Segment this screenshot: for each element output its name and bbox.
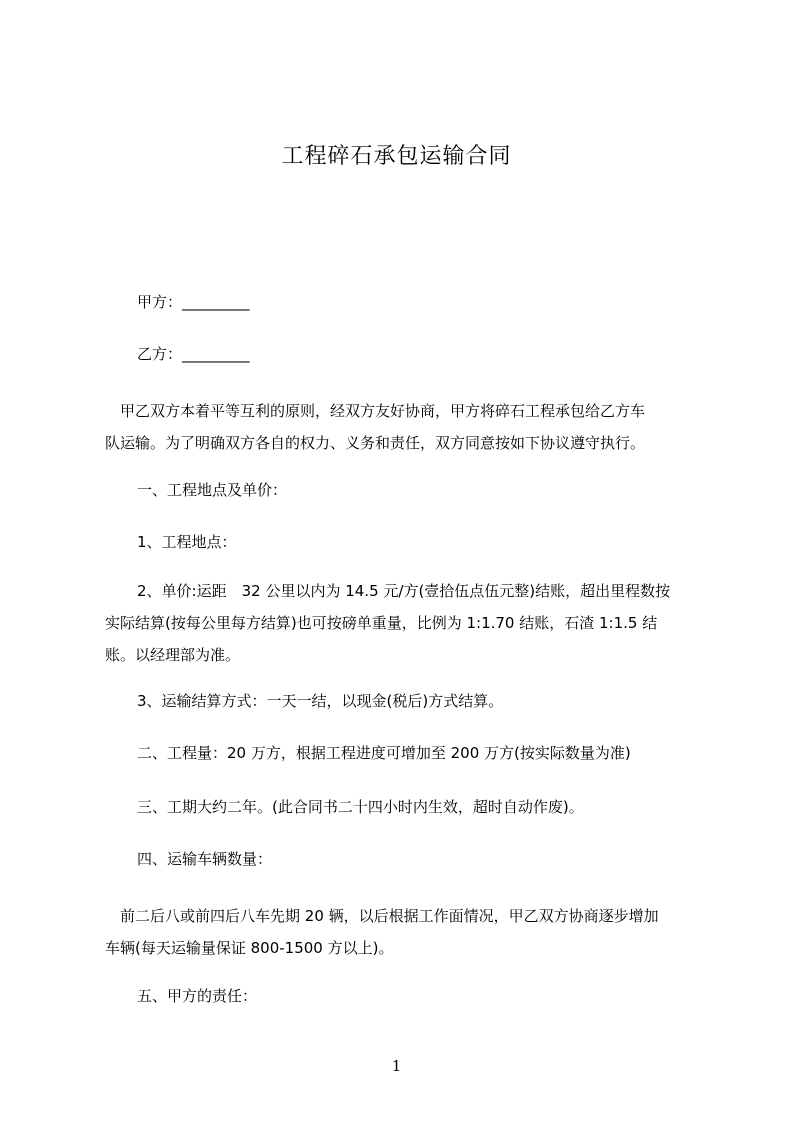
party-b-line: 乙方：_________ xyxy=(137,345,250,363)
section-3-duration: 三、工期大约二年。(此合同书二十四小时内生效，超时自动作废)。 xyxy=(137,798,584,816)
party-a-line: 甲方：_________ xyxy=(137,293,250,311)
item-2-line-1: 2、单价:运距 32 公里以内为 14.5 元/方(壹拾伍点伍元整)结账，超出里程数按 xyxy=(137,582,671,600)
item-2-line-2: 实际结算(按每公里每方结算)也可按磅单重量，比例为 1:1.70 结账，石渣 1:1.5 结 xyxy=(105,614,658,632)
section-2-quantity: 二、工程量：20 万方，根据工程进度可增加至 200 万方(按实际数量为准) xyxy=(137,744,631,762)
intro-paragraph xyxy=(105,395,710,459)
section-4-body xyxy=(105,900,710,964)
document-title: 工程碎石承包运输合同 xyxy=(281,144,512,169)
item-2-line-3: 账。以经理部为准。 xyxy=(105,646,241,664)
section-4-line-1: 前二后八或前四后八车先期 20 辆，以后根据工作面情况，甲乙双方协商逐步增加 xyxy=(105,907,659,925)
section-4-line-2: 车辆(每天运输量保证 800-1500 方以上)。 xyxy=(105,939,394,957)
item-1-location: 1、工程地点： xyxy=(137,533,237,551)
section-1-heading: 一、工程地点及单价： xyxy=(137,481,288,499)
intro-line-1: 甲乙双方本着平等互利的原则，经双方友好协商，甲方将碎石工程承包给乙方车 xyxy=(105,402,646,420)
item-3-settlement: 3、运输结算方式：一天一结，以现金(税后)方式结算。 xyxy=(137,692,504,710)
page-number: 1 xyxy=(391,1057,402,1075)
section-5-heading: 五、甲方的责任： xyxy=(137,987,258,1005)
intro-line-2: 队运输。为了明确双方各自的权力、义务和责任，双方同意按如下协议遵守执行。 xyxy=(105,434,646,452)
section-4-heading: 四、运输车辆数量： xyxy=(137,850,273,868)
item-2-price-paragraph xyxy=(105,575,712,671)
